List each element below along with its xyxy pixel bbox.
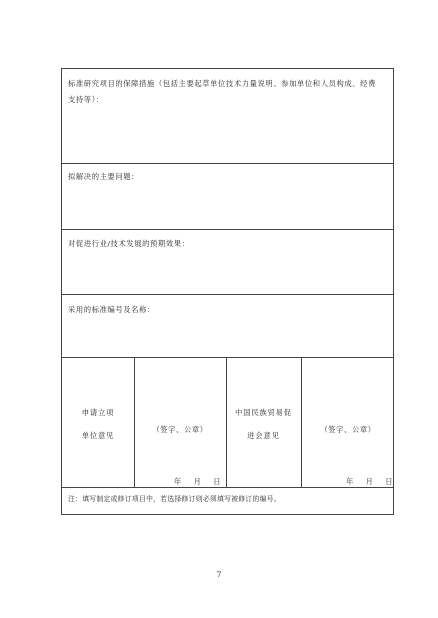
support-measures-label: 标准研究项目的保障措施（包括主要起草单位技术力量说明、参加单位和人员构成、经费支持等）：	[68, 79, 376, 104]
association-signature-field: （签字、公章）	[320, 425, 376, 434]
main-problems-label: 拟解决的主要问题：	[68, 172, 140, 181]
main-problems-row	[62, 164, 393, 230]
divider	[226, 358, 227, 487]
adopted-standard-label: 采用的标准编号及名称：	[68, 305, 155, 314]
page-number: 7	[216, 570, 222, 579]
support-measures-row	[62, 69, 393, 164]
adopted-standard-row	[62, 295, 393, 358]
expected-effect-label: 对促进行业/技术发展的预期效果：	[68, 239, 190, 248]
expected-effect-row	[62, 230, 393, 295]
divider	[301, 358, 302, 487]
note-text: 注：填写制定或修订项目中，若选择修订则必须填写被修订的编号。	[68, 495, 281, 503]
association-opinion-label-line1: 中国民族贸易促	[235, 408, 292, 417]
signature-row	[62, 358, 393, 488]
applicant-date-field: 年 月 日	[174, 477, 221, 486]
applicant-opinion-label-line1: 申请立项	[81, 408, 115, 417]
applicant-signature-field: （签字、公章）	[152, 425, 208, 434]
applicant-opinion-label-line2: 单位意见	[81, 431, 115, 440]
association-opinion-label-line2: 进会意见	[247, 431, 280, 440]
project-form-table	[61, 68, 394, 515]
divider	[134, 358, 135, 487]
note-row	[62, 488, 393, 515]
association-date-field: 年 月 日	[346, 477, 393, 486]
